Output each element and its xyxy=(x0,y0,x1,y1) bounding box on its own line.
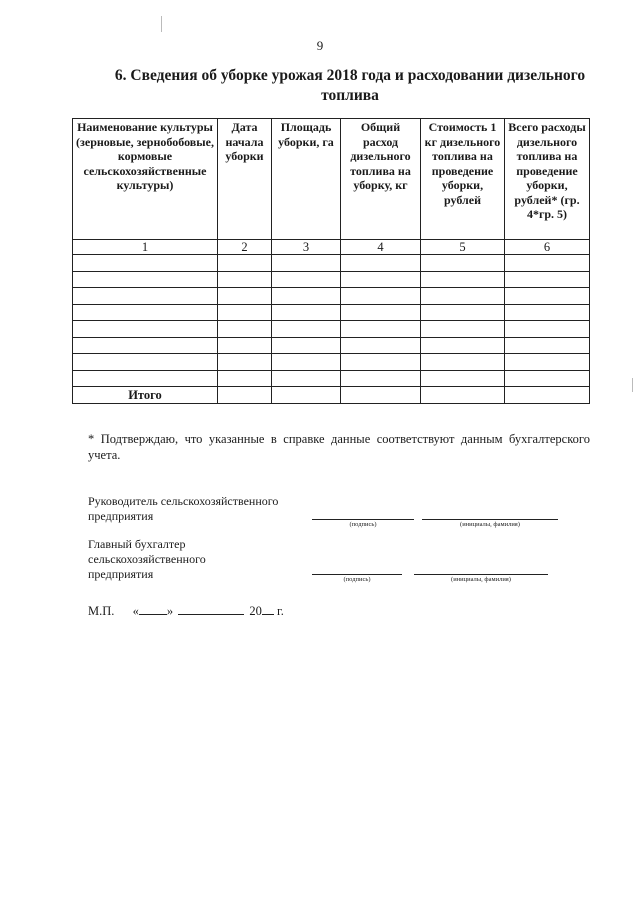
table-cell[interactable] xyxy=(73,321,218,338)
table-row xyxy=(73,337,590,354)
table-cell[interactable] xyxy=(341,255,421,272)
table-cell[interactable] xyxy=(73,288,218,305)
accountant-signature-label: Главный бухгалтер сельскохозяйственного предприятия xyxy=(88,537,206,581)
table-header-row xyxy=(73,119,590,240)
close-quote: » xyxy=(166,604,174,618)
table-cell[interactable] xyxy=(421,321,505,338)
column-number: 3 xyxy=(272,240,341,255)
table-cell[interactable] xyxy=(421,337,505,354)
total-label: Итого xyxy=(73,387,218,404)
year-field[interactable] xyxy=(262,603,274,615)
table-cell[interactable] xyxy=(505,271,590,288)
accountant-signature-line[interactable] xyxy=(312,574,402,575)
table-cell[interactable] xyxy=(505,387,590,404)
table-row xyxy=(73,321,590,338)
column-number: 4 xyxy=(341,240,421,255)
table-cell[interactable] xyxy=(218,288,272,305)
table-cell[interactable] xyxy=(272,354,341,371)
table-cell[interactable] xyxy=(272,321,341,338)
header-fuel-cost-per-kg: Стоимость 1 кг дизельного топлива на проведение уборки, рублей xyxy=(421,119,505,240)
column-number: 6 xyxy=(505,240,590,255)
table-cell[interactable] xyxy=(421,370,505,387)
page-number: 9 xyxy=(316,38,324,53)
scan-artifact-line xyxy=(632,378,633,392)
column-number: 1 xyxy=(73,240,218,255)
head-signature-caption: (подпись) xyxy=(349,521,377,528)
table-cell[interactable] xyxy=(272,304,341,321)
table-cell[interactable] xyxy=(341,387,421,404)
column-number: 2 xyxy=(218,240,272,255)
open-quote: « xyxy=(132,604,139,618)
month-field[interactable] xyxy=(178,603,244,615)
table-cell[interactable] xyxy=(218,337,272,354)
table-cell[interactable] xyxy=(73,337,218,354)
table-cell[interactable] xyxy=(218,271,272,288)
column-number: 5 xyxy=(421,240,505,255)
header-harvest-start-date: Дата начала уборки xyxy=(218,119,272,240)
table-cell[interactable] xyxy=(272,255,341,272)
table-cell[interactable] xyxy=(218,255,272,272)
table-cell[interactable] xyxy=(272,337,341,354)
accountant-initials-caption: (инициалы, фамилия) xyxy=(451,576,511,583)
table-cell[interactable] xyxy=(505,304,590,321)
table-cell[interactable] xyxy=(272,288,341,305)
table-cell[interactable] xyxy=(272,271,341,288)
stamp-mp: М.П. xyxy=(88,604,115,618)
stamp-date-line xyxy=(88,603,284,619)
year-suffix: г. xyxy=(277,604,284,618)
table-cell[interactable] xyxy=(73,370,218,387)
table-cell[interactable] xyxy=(218,304,272,321)
accountant-initials-line[interactable] xyxy=(414,574,548,575)
table-cell[interactable] xyxy=(341,288,421,305)
footnote: * Подтверждаю, что указанные в справке данные соответствуют данным бухгалтерского учета. xyxy=(88,432,590,462)
head-signature-line[interactable] xyxy=(312,519,414,520)
table-cell[interactable] xyxy=(218,354,272,371)
table-cell[interactable] xyxy=(341,271,421,288)
table-cell[interactable] xyxy=(341,370,421,387)
table-cell[interactable] xyxy=(341,304,421,321)
table-cell[interactable] xyxy=(218,321,272,338)
table-row xyxy=(73,288,590,305)
day-field[interactable] xyxy=(139,603,167,615)
table-cell[interactable] xyxy=(505,288,590,305)
year-prefix: 20 xyxy=(249,604,262,618)
table-total-row xyxy=(73,387,590,404)
header-harvest-area: Площадь уборки, га xyxy=(272,119,341,240)
table-cell[interactable] xyxy=(73,304,218,321)
table-cell[interactable] xyxy=(218,370,272,387)
table-cell[interactable] xyxy=(341,321,421,338)
scan-artifact-line xyxy=(161,16,162,32)
table-cell[interactable] xyxy=(272,370,341,387)
table-row xyxy=(73,304,590,321)
table-cell[interactable] xyxy=(421,255,505,272)
header-total-fuel-consumption: Общий расход дизельного топлива на уборку, кг xyxy=(341,119,421,240)
table-cell[interactable] xyxy=(421,271,505,288)
accountant-signature-caption: (подпись) xyxy=(343,576,371,583)
table-cell[interactable] xyxy=(505,255,590,272)
table-cell[interactable] xyxy=(421,354,505,371)
table-cell[interactable] xyxy=(73,271,218,288)
table-cell[interactable] xyxy=(341,354,421,371)
table-row xyxy=(73,271,590,288)
head-initials-caption: (инициалы, фамилия) xyxy=(460,521,520,528)
table-cell[interactable] xyxy=(218,387,272,404)
table-cell[interactable] xyxy=(505,354,590,371)
table-cell[interactable] xyxy=(341,337,421,354)
table-cell[interactable] xyxy=(505,370,590,387)
table-cell[interactable] xyxy=(505,321,590,338)
page-title: 6. Сведения об уборке урожая 2018 года и расходовании дизельного топлива xyxy=(114,67,586,104)
header-crop-name: Наименование культуры (зерновые, зернобобовые, кормовые сельскохозяйственные культуры) xyxy=(73,119,218,240)
table-cell[interactable] xyxy=(421,304,505,321)
table-row xyxy=(73,255,590,272)
header-total-fuel-expenses: Всего расходы дизельного топлива на проведение уборки, рублей* (гр. 4*гр. 5) xyxy=(505,119,590,240)
table-row xyxy=(73,370,590,387)
harvest-fuel-table xyxy=(72,118,590,404)
table-cell[interactable] xyxy=(505,337,590,354)
table-cell[interactable] xyxy=(73,354,218,371)
table-cell[interactable] xyxy=(272,387,341,404)
table-row xyxy=(73,354,590,371)
table-cell[interactable] xyxy=(73,255,218,272)
table-cell[interactable] xyxy=(421,288,505,305)
head-signature-label: Руководитель сельскохозяйственного предприятия xyxy=(88,494,279,523)
column-number-row xyxy=(73,240,590,255)
head-initials-line[interactable] xyxy=(422,519,558,520)
table-cell[interactable] xyxy=(421,387,505,404)
